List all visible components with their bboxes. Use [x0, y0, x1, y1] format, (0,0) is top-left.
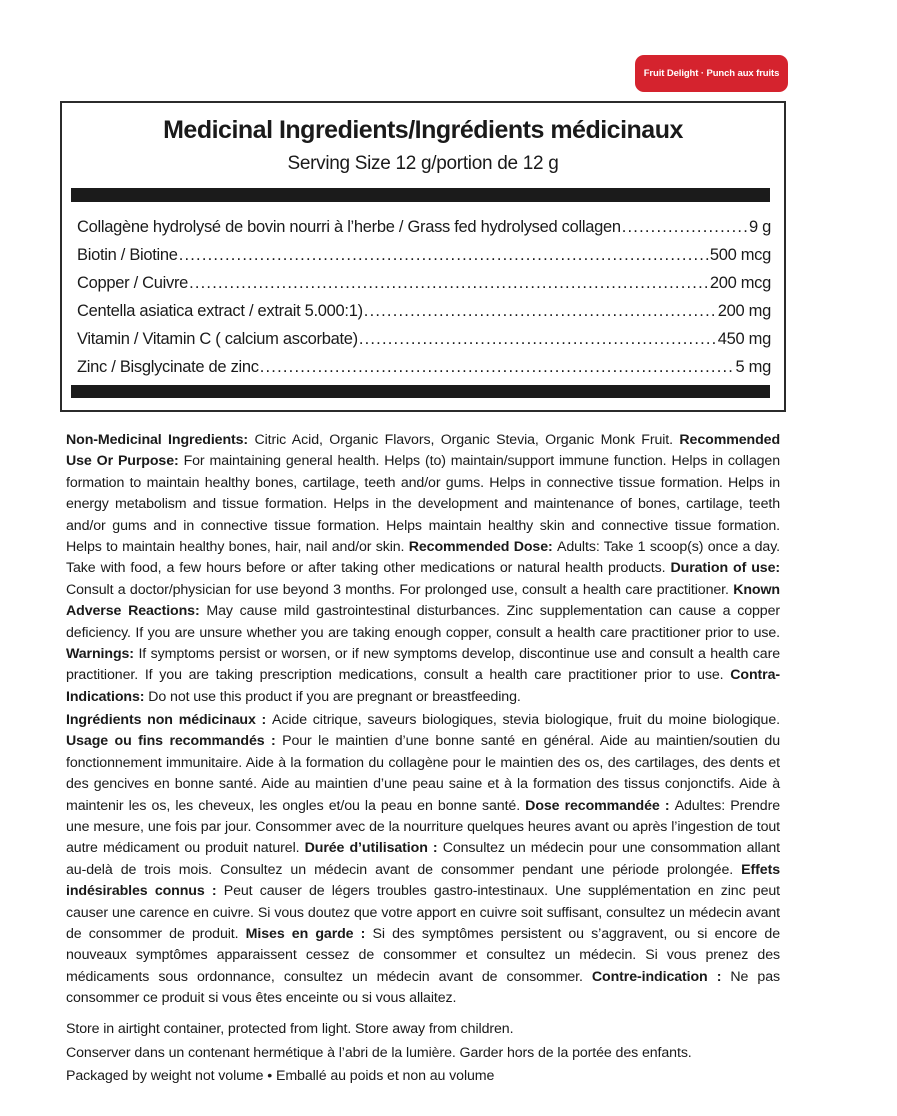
ingredient-amount: 9 g	[748, 218, 771, 236]
packaging-note: Packaged by weight not volume • Emballé au poids et non au volume	[66, 1068, 495, 1084]
medicinal-ingredients-panel	[60, 101, 786, 412]
ingredient-name: Collagène hydrolysé de bovin nourri à l’herbe / Grass fed hydrolysed collagen	[77, 218, 621, 236]
storage-instructions	[66, 1018, 780, 1089]
dot-leader	[359, 325, 717, 353]
dot-leader	[189, 269, 709, 297]
serving-size-text: Serving Size 12 g/portion de 12 g	[287, 153, 559, 174]
ingredient-row	[62, 269, 784, 297]
ingredient-amount: 200 mg	[717, 302, 771, 320]
flavor-badge	[635, 55, 788, 92]
ingredient-name: Centella asiatica extract / extrait 5.000:1)	[77, 302, 363, 320]
ingredient-row	[62, 297, 784, 325]
ingredient-row	[62, 325, 784, 353]
ingredient-list	[62, 213, 784, 381]
dot-leader	[622, 213, 748, 241]
ingredient-name: Copper / Cuivre	[77, 274, 189, 292]
ingredient-name: Zinc / Bisglycinate de zinc	[77, 358, 259, 376]
ingredient-amount: 200 mcg	[709, 274, 771, 292]
dot-leader	[364, 297, 717, 325]
ingredient-amount: 500 mcg	[709, 246, 771, 264]
ingredient-name: Vitamin / Vitamin C ( calcium ascorbate)	[77, 330, 358, 348]
ingredient-row	[62, 241, 784, 269]
ingredient-row	[62, 213, 784, 241]
storage-line-fr: Conserver dans un contenant hermétique à l’abri de la lumière. Garder hors de la portée des enfants.	[66, 1044, 692, 1061]
divider-bar-top	[71, 188, 770, 202]
ingredient-amount: 5 mg	[735, 358, 771, 376]
dot-leader	[179, 241, 709, 269]
panel-title: Medicinal Ingredients/Ingrédients médicinaux	[163, 116, 683, 144]
ingredient-row	[62, 353, 784, 381]
ingredient-name: Biotin / Biotine	[77, 246, 178, 264]
divider-bar-bottom	[71, 385, 770, 398]
flavor-badge-label: Fruit Delight · Punch aux fruits	[643, 68, 780, 79]
french-info-paragraph: Ingrédients non médicinaux : Acide citrique, saveurs biologiques, stevia biologique, fruit du moine biologique. Usage ou fins recommandés : Pour le maintien d’une bonne santé en général. Aide au maintien/soutien du fonctionnement immunitaire. Aide à la formation du collagène pour le maintien des os, des cartilages, des dents et des gencives en bonne santé. Aide au maintien d’une peau saine et à la formation des tissus conjonctifs. Aide à maintenir les os, les cheveux, les ongles et/ou la peau en bonne santé. Dose recommandée : Adultes: Prendre une mesure, une fois par jour. Consommer avec de la nourriture quelques heures avant ou après l’ingestion de tout autre médicament ou produit naturel. Durée d’utilisation : Consultez un médecin pour une consommation allant au-delà de trois mois. Consultez un médecin avant de consommer pendant une période prolongée. Effets indésirables connus : Peut causer de légers troubles gastro-intestinaux. Une supplémentation en zinc peut causer une carence en cuivre. Si vous doutez que votre apport en cuivre soit suffisant, consultez un médecin avant de consommer de produit. Mises en garde : Si des symptômes persistent ou s’aggravent, ou si encore de nouveaux symptômes apparaissent cessez de consommer et consultez un médecin. Si vous prenez des médicaments sous ordonnance, consultez un médecin avant de consommer. Contre-indication : Ne pas consommer ce produit si vous êtes enceinte ou si vous allaitez.	[66, 712, 781, 1007]
english-info-paragraph: Non-Medicinal Ingredients: Citric Acid, Organic Flavors, Organic Stevia, Organic Monk Fruit. Recommended Use Or Purpose: For maintaining general health. Helps (to) maintain/support immune function. Helps in collagen formation to maintain healthy bones, cartilage, teeth and/or gums. Helps in connective tissue formation. Helps in energy metabolism and tissue formation. Helps in the development and maintenance of bones, cartilage, teeth and/or gums and in connective tissue formation. Helps maintain healthy skin and connective tissue formation. Helps to maintain healthy bones, hair, nail and/or skin. Recommended Dose: Adults: Take 1 scoop(s) once a day. Take with food, a few hours before or after taking other medications or natural health products. Duration of use: Consult a doctor/physician for use beyond 3 months. For prolonged use, consult a health care practitioner. Known Adverse Reactions: May cause mild gastrointestinal disturbances. Zinc supplementation can cause a copper deficiency. If you are unsure whether you are taking enough copper, consult a health care practitioner prior to use. Warnings: If symptoms persist or worsen, or if new symptoms develop, discontinue use and consult a health care practitioner. If you are taking prescription medications, consult a health care practitioner prior to use. Contra-Indications: Do not use this product if you are pregnant or breastfeeding.	[66, 432, 781, 705]
ingredient-amount: 450 mg	[717, 330, 771, 348]
storage-line-en: Store in airtight container, protected from light. Store away from children.	[66, 1021, 514, 1037]
dot-leader	[260, 353, 735, 381]
